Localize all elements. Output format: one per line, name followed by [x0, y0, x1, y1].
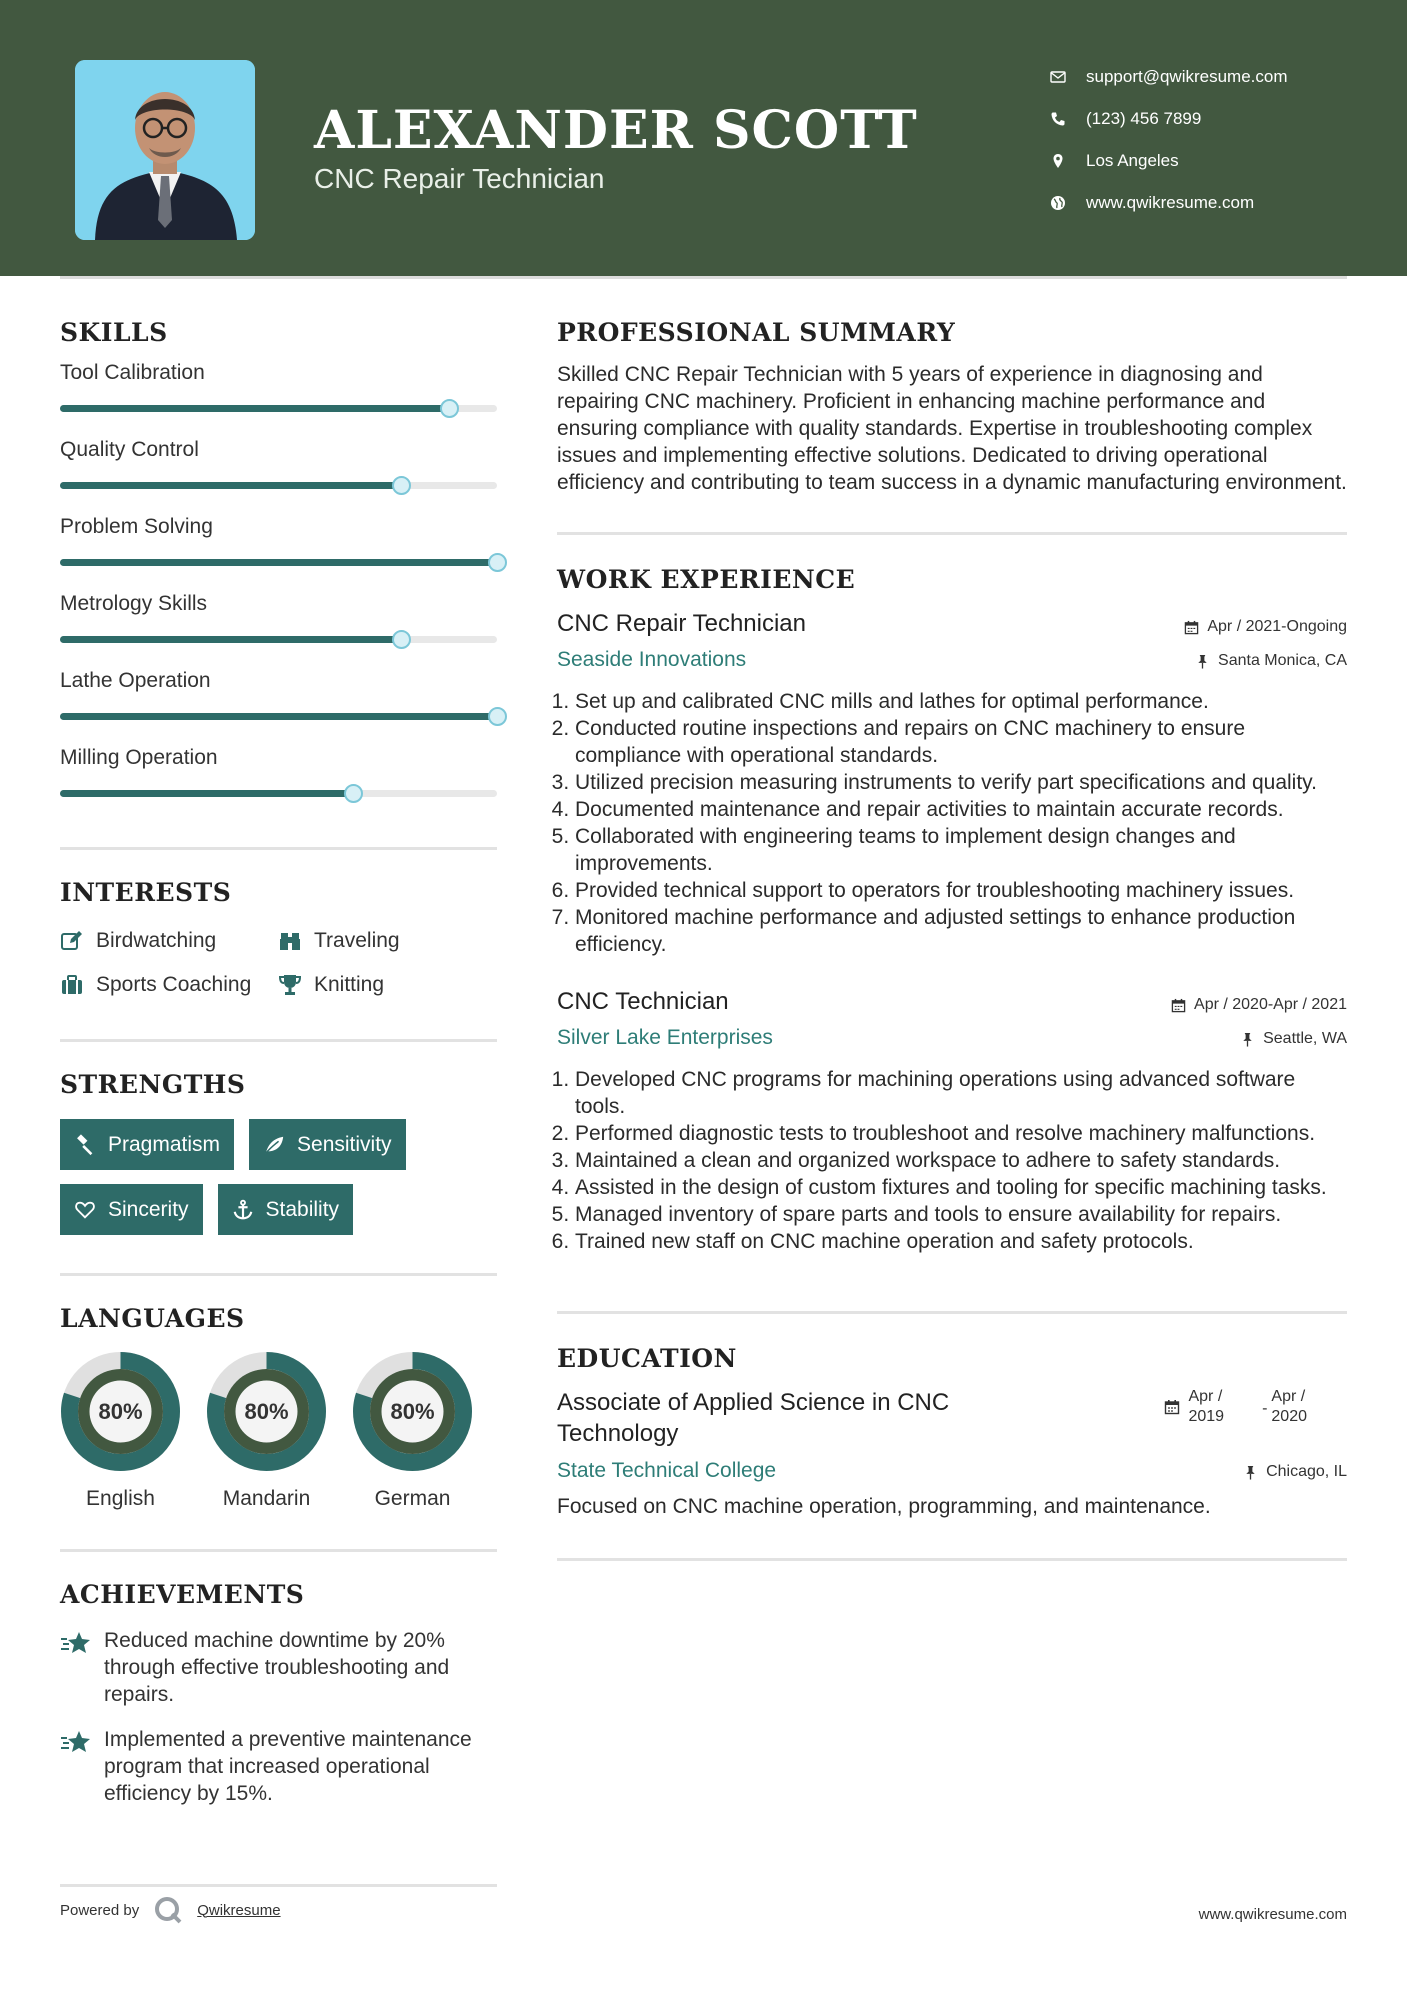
- achievement-item: [60, 1726, 497, 1807]
- duty-item: 5. Managed inventory of spare parts and tools to ensure availability for repairs.: [575, 1201, 1347, 1228]
- education-entry: [557, 1387, 1347, 1520]
- section-divider: [60, 1039, 497, 1042]
- skill-bar: [60, 405, 497, 412]
- skill-label: Problem Solving: [60, 515, 213, 538]
- star-list-icon: [60, 1728, 92, 1758]
- job-title: CNC Technician: [557, 988, 729, 1015]
- language-donut: [206, 1351, 327, 1472]
- section-divider: [557, 1311, 1347, 1314]
- qwikresume-logo-icon: [153, 1895, 183, 1925]
- brand-link[interactable]: Qwikresume: [197, 1901, 281, 1919]
- skills-list: [60, 361, 497, 823]
- contact-phone-text: (123) 456 7899: [1086, 109, 1202, 128]
- job-entry: [557, 988, 1347, 1255]
- school-location: [1243, 1463, 1347, 1481]
- skill-knob: [392, 630, 411, 649]
- anchor-icon: [232, 1199, 254, 1221]
- strength-label: Sensitivity: [297, 1132, 392, 1156]
- school-name: State Technical College: [557, 1459, 777, 1482]
- skill-label: Quality Control: [60, 438, 199, 461]
- strengths-heading: STRENGTHS: [60, 1070, 246, 1099]
- skill-knob: [344, 784, 363, 803]
- interest-item: [60, 973, 278, 997]
- job-header-row: [557, 988, 1347, 1016]
- envelope-icon: [1050, 69, 1086, 85]
- job-duties: [557, 1066, 1347, 1255]
- skill-bar: [60, 482, 497, 489]
- language-item: [206, 1351, 327, 1511]
- job-dates-text: Apr / 2021-Ongoing: [1207, 618, 1347, 635]
- language-donut: [60, 1351, 181, 1472]
- calendar-icon: [1184, 620, 1199, 635]
- leaf-icon: [263, 1134, 285, 1156]
- strength-label: Sincerity: [108, 1197, 189, 1221]
- contact-phone[interactable]: [1050, 98, 1288, 140]
- skill-bar-fill: [60, 482, 401, 489]
- strengths-list: [60, 1119, 497, 1235]
- skill-label: Metrology Skills: [60, 592, 208, 615]
- briefcase-icon: [60, 973, 84, 997]
- school-location-text: Chicago, IL: [1266, 1463, 1347, 1480]
- duty-item: 1. Set up and calibrated CNC mills and lathes for optimal performance.: [575, 688, 1347, 715]
- strength-tag: [218, 1184, 354, 1235]
- education-school-row: [557, 1459, 1347, 1483]
- globe-icon: [1050, 195, 1086, 211]
- contact-email[interactable]: [1050, 56, 1288, 98]
- skill-knob: [392, 476, 411, 495]
- skill-bar: [60, 790, 497, 797]
- skill-bar-fill: [60, 559, 497, 566]
- education-start-line1: Apr /: [1188, 1388, 1223, 1405]
- interests-heading: INTERESTS: [60, 878, 232, 907]
- interest-item: [278, 929, 497, 953]
- languages-list: [60, 1351, 497, 1511]
- interest-item: [278, 973, 497, 997]
- achievement-text: Implemented a preventive maintenance program that increased operational efficiency by 15%.: [104, 1728, 472, 1805]
- education-dates: [1164, 1387, 1307, 1427]
- duty-item: 2. Conducted routine inspections and repairs on CNC machinery to ensure compliance with operational standards.: [575, 715, 1347, 769]
- skill-knob: [488, 707, 507, 726]
- section-divider: [557, 1558, 1347, 1561]
- achievements-list: [60, 1627, 497, 1807]
- powered-by-text: Powered by: [60, 1901, 140, 1919]
- education-start-line2: 2019: [1188, 1408, 1225, 1425]
- skill-item: [60, 592, 497, 669]
- skill-item: [60, 438, 497, 515]
- job-location: [1240, 1030, 1347, 1048]
- interest-label: Sports Coaching: [96, 973, 252, 996]
- job-company: Silver Lake Enterprises: [557, 1026, 773, 1049]
- summary-heading: PROFESSIONAL SUMMARY: [557, 318, 956, 347]
- language-item: [60, 1351, 181, 1511]
- skill-label: Tool Calibration: [60, 361, 205, 384]
- contact-list: [1050, 56, 1288, 224]
- profile-photo: [75, 60, 255, 240]
- contact-location-text: Los Angeles: [1086, 151, 1179, 170]
- skill-bar-fill: [60, 405, 449, 412]
- skill-label: Milling Operation: [60, 746, 218, 769]
- skills-heading: SKILLS: [60, 318, 168, 347]
- work-heading: WORK EXPERIENCE: [557, 565, 856, 594]
- skill-bar: [60, 636, 497, 643]
- skill-bar-fill: [60, 636, 401, 643]
- star-list-icon: [60, 1629, 92, 1659]
- job-location-text: Seattle, WA: [1263, 1030, 1347, 1047]
- pushpin-icon: [1240, 1032, 1255, 1047]
- interest-label: Traveling: [314, 929, 400, 952]
- language-percent: 80%: [244, 1399, 289, 1424]
- job-location-text: Santa Monica, CA: [1218, 652, 1347, 669]
- achievements-heading: ACHIEVEMENTS: [60, 1580, 305, 1609]
- edit-icon: [60, 929, 84, 953]
- header-divider: [60, 276, 1347, 279]
- skill-item: [60, 669, 497, 746]
- resume-header: [0, 0, 1407, 276]
- contact-email-text: support@qwikresume.com: [1086, 67, 1288, 86]
- duty-item: 4. Documented maintenance and repair activities to maintain accurate records.: [575, 796, 1347, 823]
- job-company-row: [557, 1026, 1347, 1050]
- language-label: English: [86, 1487, 155, 1510]
- education-heading: EDUCATION: [557, 1344, 737, 1373]
- section-divider: [60, 847, 497, 850]
- job-dates: [1184, 618, 1347, 636]
- skill-bar-fill: [60, 790, 353, 797]
- education-date-dash: -: [1262, 1400, 1268, 1417]
- strength-label: Stability: [265, 1197, 340, 1221]
- education-end-line2: 2020: [1271, 1408, 1307, 1425]
- pushpin-icon: [1243, 1465, 1258, 1480]
- skill-item: [60, 746, 497, 823]
- person-portrait-icon: [75, 60, 255, 240]
- achievement-text: Reduced machine downtime by 20% through effective troubleshooting and repairs.: [104, 1629, 450, 1706]
- language-label: German: [374, 1487, 451, 1510]
- candidate-name: ALEXANDER SCOTT: [314, 100, 918, 161]
- duty-item: 2. Performed diagnostic tests to troubleshoot and resolve machinery malfunctions.: [575, 1120, 1347, 1147]
- job-company: Seaside Innovations: [557, 648, 747, 671]
- section-divider: [60, 1549, 497, 1552]
- language-donut: [352, 1351, 473, 1472]
- pushpin-icon: [1195, 654, 1210, 669]
- heart-icon: [74, 1199, 96, 1221]
- strength-label: Pragmatism: [108, 1132, 221, 1156]
- job-dates-text: Apr / 2020-Apr / 2021: [1194, 996, 1347, 1013]
- job-duties: [557, 688, 1347, 958]
- language-item: [352, 1351, 473, 1511]
- languages-heading: LANGUAGES: [60, 1304, 245, 1333]
- contact-website-text: www.qwikresume.com: [1086, 193, 1255, 212]
- section-divider: [60, 1273, 497, 1276]
- footer-powered-by: [60, 1895, 281, 1925]
- footer-divider: [60, 1884, 497, 1887]
- strength-tag: [249, 1119, 406, 1170]
- education-header-row: [557, 1387, 1347, 1449]
- achievement-item: [60, 1627, 497, 1708]
- skill-knob: [488, 553, 507, 572]
- right-column: [557, 318, 1347, 1561]
- contact-location: [1050, 140, 1288, 182]
- language-percent: 80%: [390, 1399, 435, 1424]
- duty-item: 6. Trained new staff on CNC machine operation and safety protocols.: [575, 1228, 1347, 1255]
- contact-website[interactable]: [1050, 182, 1288, 224]
- binoculars-icon: [278, 929, 302, 953]
- duty-item: 7. Monitored machine performance and adjusted settings to enhance production efficiency.: [575, 904, 1347, 958]
- education-description: Focused on CNC machine operation, programming, and maintenance.: [557, 1495, 1211, 1518]
- skill-item: [60, 515, 497, 592]
- interest-item: [60, 929, 278, 953]
- job-entry: [557, 610, 1347, 958]
- job-title: CNC Repair Technician: [557, 610, 806, 637]
- trophy-icon: [278, 973, 302, 997]
- job-header-row: [557, 610, 1347, 638]
- strength-tag: [60, 1184, 203, 1235]
- education-start: [1188, 1387, 1224, 1427]
- skill-label: Lathe Operation: [60, 669, 211, 692]
- left-column: [60, 318, 497, 1807]
- duty-item: 1. Developed CNC programs for machining operations using advanced software tools.: [575, 1066, 1347, 1120]
- gavel-icon: [74, 1134, 96, 1156]
- interests-list: [60, 929, 497, 997]
- calendar-icon: [1171, 998, 1186, 1013]
- skill-item: [60, 361, 497, 438]
- degree-title: Associate of Applied Science in CNC Technology: [557, 1389, 950, 1447]
- section-divider: [557, 532, 1347, 535]
- strength-tag: [60, 1119, 234, 1170]
- map-pin-icon: [1050, 153, 1086, 169]
- interest-label: Knitting: [314, 973, 385, 996]
- candidate-title: CNC Repair Technician: [314, 163, 605, 194]
- duty-item: 4. Assisted in the design of custom fixtures and tooling for specific machining tasks.: [575, 1174, 1347, 1201]
- job-dates: [1171, 996, 1347, 1014]
- duty-item: 5. Collaborated with engineering teams to implement design changes and improvements.: [575, 823, 1347, 877]
- interest-label: Birdwatching: [96, 929, 217, 952]
- job-company-row: [557, 648, 1347, 672]
- summary-text: Skilled CNC Repair Technician with 5 years of experience in diagnosing and repairing CNC machinery. Proficient in enhancing machine performance and ensuring compliance with quality standards. Expertise in troubleshooting complex issues and implementing effective solutions. Dedicated to driving operational efficiency and contributing to team success in a dynamic manufacturing environment.: [557, 363, 1347, 494]
- skill-bar-fill: [60, 713, 497, 720]
- job-location: [1195, 652, 1347, 670]
- language-percent: 80%: [98, 1399, 143, 1424]
- duty-item: 6. Provided technical support to operators for troubleshooting machinery issues.: [575, 877, 1347, 904]
- calendar-icon: [1164, 1399, 1180, 1415]
- duty-item: 3. Utilized precision measuring instruments to verify part specifications and quality.: [575, 769, 1347, 796]
- skill-knob: [440, 399, 459, 418]
- phone-icon: [1050, 111, 1086, 127]
- skill-bar: [60, 559, 497, 566]
- duty-item: 3. Maintained a clean and organized workspace to adhere to safety standards.: [575, 1147, 1347, 1174]
- skill-bar: [60, 713, 497, 720]
- language-label: Mandarin: [222, 1487, 311, 1510]
- education-end: [1271, 1387, 1307, 1427]
- education-end-line1: Apr /: [1271, 1388, 1306, 1405]
- footer-site-link[interactable]: www.qwikresume.com: [1198, 1906, 1347, 1923]
